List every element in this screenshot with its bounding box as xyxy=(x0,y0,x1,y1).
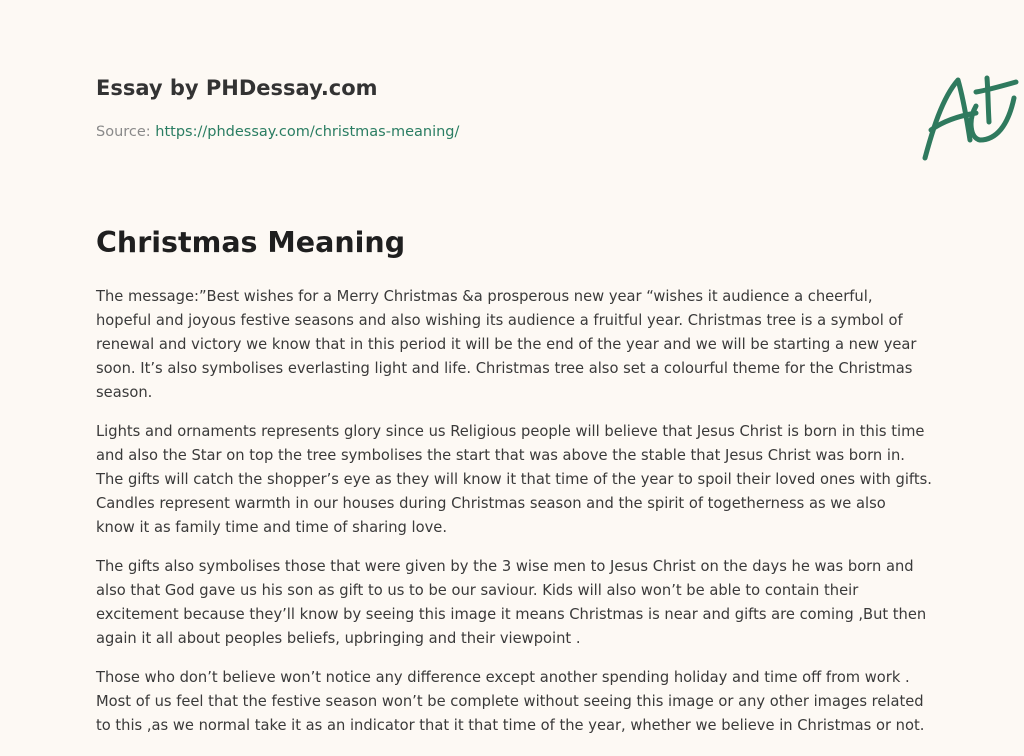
article-body xyxy=(96,285,936,753)
article-title: Christmas Meaning xyxy=(96,226,406,259)
source-link[interactable]: https://phdessay.com/christmas-meaning/ xyxy=(155,124,460,140)
paragraph: Those who don’t believe won’t notice any difference except another spending holiday and time off from work . Most of us feel that the festive season won’t be complete without seeing this image or any other images related to this ,as we normal take it as an indicator that it that time of the year, whether we believe in Christmas or not. xyxy=(96,669,925,734)
source-label: Source: xyxy=(96,124,156,140)
paragraph: The message:”Best wishes for a Merry Christmas &a prosperous new year “wishes it audience a cheerful, hopeful and joyous festive seasons and also wishing its audience a fruitful year. Christmas tree is a symbol of renewal and victory we know that in this period it will be the end of the year and we will be starting a new year soon. It’s also symbolises everlasting light and life. Christmas tree also set a colourful theme for the Christmas season. xyxy=(96,288,917,401)
a-plus-logo-icon xyxy=(918,68,1024,164)
source-line xyxy=(96,124,459,140)
paragraph: Lights and ornaments represents glory since us Religious people will believe that Jesus Christ is born in this time and also the Star on top the tree symbolises the start that was above the stable that Jesus Christ was born in. The gifts will catch the shopper’s eye as they will know it that time of the year to spoil their loved ones with gifts. Candles represent warmth in our houses during Christmas season and the spirit of togetherness as we also know it as family time and time of sharing love. xyxy=(96,423,932,536)
paragraph: The gifts also symbolises those that were given by the 3 wise men to Jesus Christ on the days he was born and also that God gave us his son as gift to us to be our saviour. Kids will also won’t be able to contain their excitement because they’ll know by seeing this image it means Christmas is near and gifts are coming ,But then again it all about peoples beliefs, upbringing and their viewpoint . xyxy=(96,558,927,647)
site-brand: Essay by PHDessay.com xyxy=(96,76,378,100)
